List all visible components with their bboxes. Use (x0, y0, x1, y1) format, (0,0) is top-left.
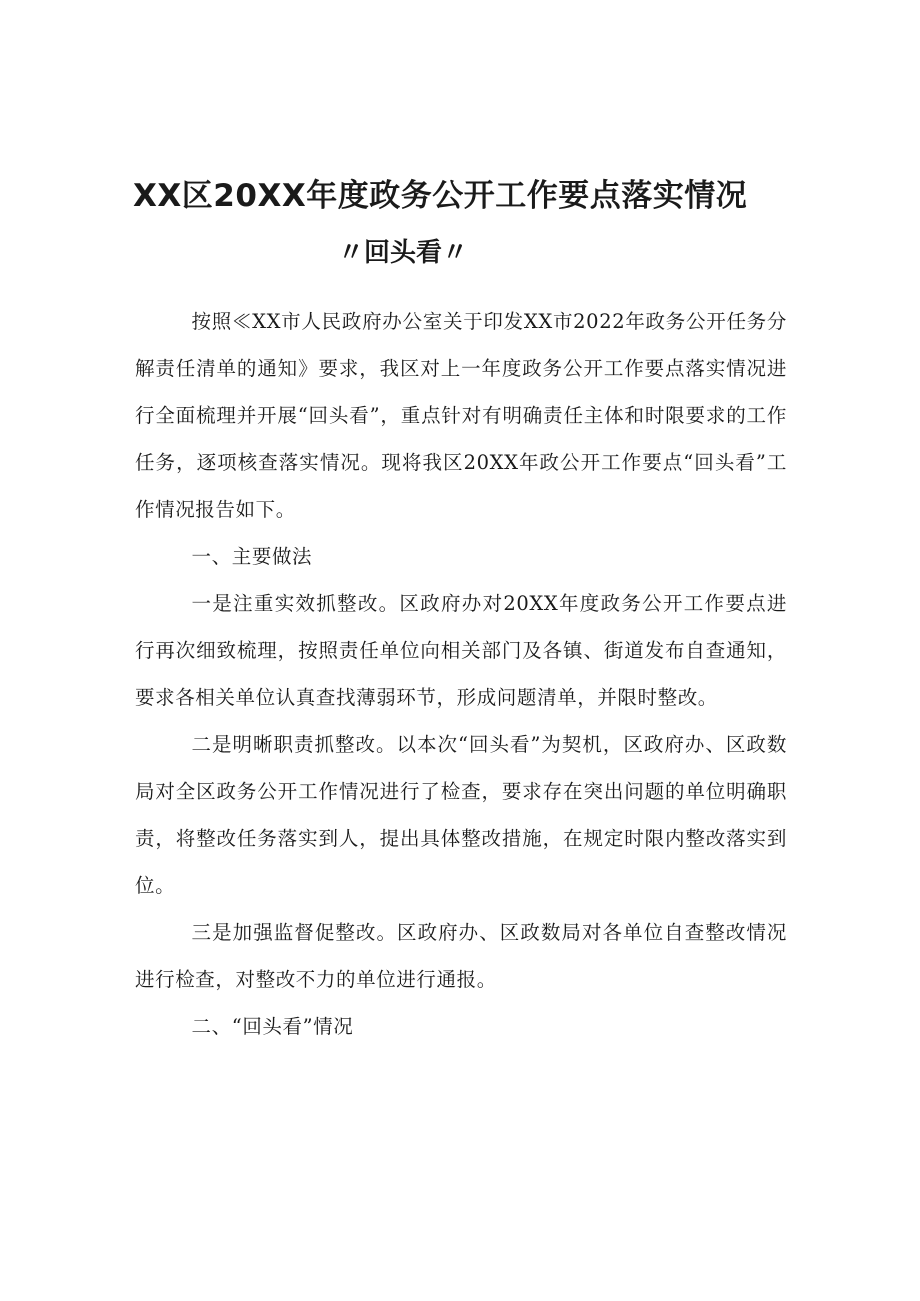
paragraph-practice-2: 二是明晰职责抓整改。以本次“回头看”为契机，区政府办、区政数局对全区政务公开工作情况进行了检查，要求存在突出问题的单位明确职责，将整改任务落实到人，提出具体整改措施，在规定时限内整改落实到位。 (135, 733, 787, 897)
paragraph-practice-1: 一是注重实效抓整改。区政府办对20XX年度政务公开工作要点进行再次细致梳理，按照责任单位向相关部门及各镇、街道发布自查通知，要求各相关单位认真查找薄弱环节，形成问题清单，并限时整改。 (135, 592, 787, 709)
document-body (135, 298, 787, 1050)
paragraph-practice-3: 三是加强监督促整改。区政府办、区政数局对各单位自查整改情况进行检查，对整改不力的单位进行通报。 (135, 921, 787, 991)
section-heading-review-status: 二、“回头看”情况 (191, 1015, 354, 1038)
intro-paragraph: 按照≪XX市人民政府办公室关于印发XX市2022年政务公开任务分解责任清单的通知》要求，我区对上一年度政务公开工作要点落实情况进行全面梳理并开展“回头看”，重点针对有明确责任主体和时限要求的工作任务，逐项核查落实情况。现将我区20XX年政公开工作要点“回头看”工作情况报告如下。 (135, 310, 787, 521)
section-heading-main-practices: 一、主要做法 (191, 545, 313, 568)
document-subtitle: 〃回头看〃 (338, 238, 469, 268)
document-title: XX区20XX年度政务公开工作要点落实情况 (133, 178, 748, 214)
